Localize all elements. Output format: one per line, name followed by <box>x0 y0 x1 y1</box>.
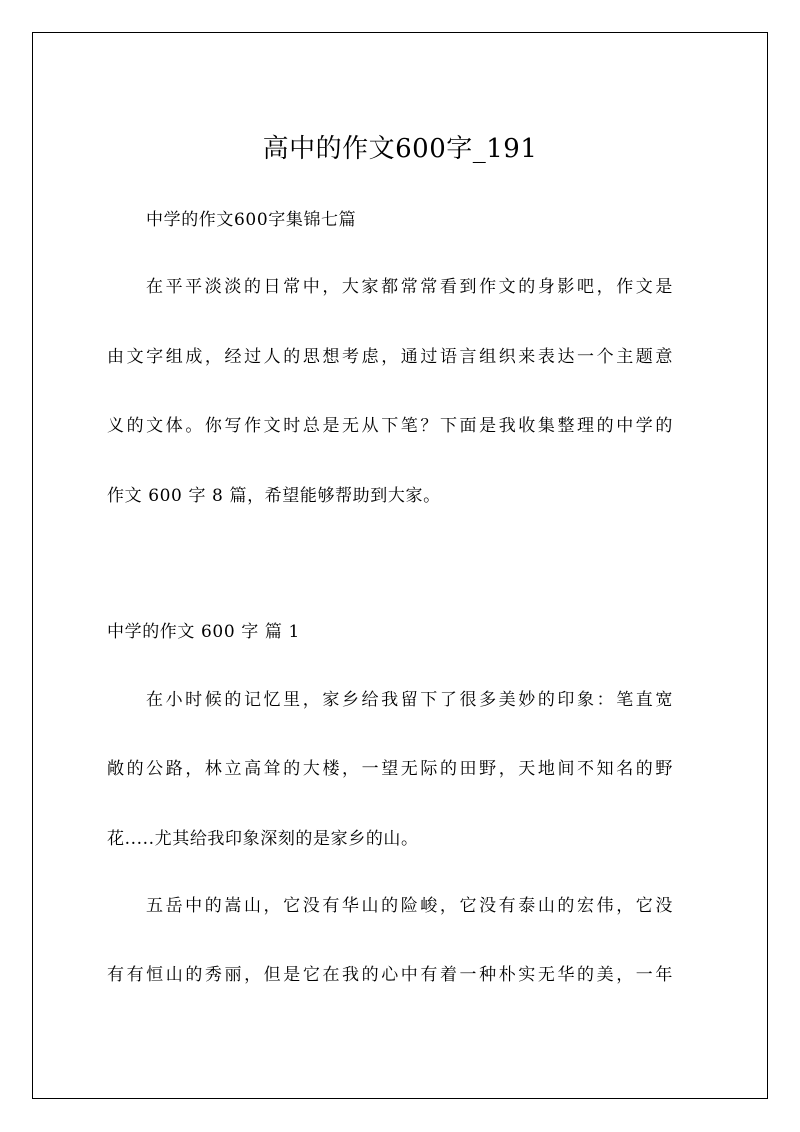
para1-line-3: 花.....尤其给我印象深刻的是家乡的山。 <box>107 829 419 849</box>
document-subtitle: 中学的作文600字集锦七篇 <box>146 210 357 230</box>
section-heading: 中学的作文 600 字 篇 1 <box>107 622 300 642</box>
intro-line-2: 由文字组成，经过人的思想考虑，通过语言组织来表达一个主题意 <box>107 347 673 367</box>
document-title: 高中的作文600字_191 <box>262 134 538 164</box>
para1-line-1: 在小时候的记忆里，家乡给我留下了很多美妙的印象：笔直宽 <box>146 690 673 710</box>
intro-line-4: 作文 600 字 8 篇，希望能够帮助到大家。 <box>107 486 441 506</box>
page-border <box>32 32 768 1099</box>
intro-line-3: 义的文体。你写作文时总是无从下笔？下面是我收集整理的中学的 <box>107 416 673 436</box>
para1-line-2: 敞的公路，林立高耸的大楼，一望无际的田野，天地间不知名的野 <box>107 759 673 779</box>
para2-line-1: 五岳中的嵩山，它没有华山的险峻，它没有泰山的宏伟，它没 <box>146 896 673 916</box>
intro-line-1: 在平平淡淡的日常中，大家都常常看到作文的身影吧，作文是 <box>146 277 673 297</box>
para2-line-2: 有有恒山的秀丽，但是它在我的心中有着一种朴实无华的美，一年 <box>107 965 673 985</box>
